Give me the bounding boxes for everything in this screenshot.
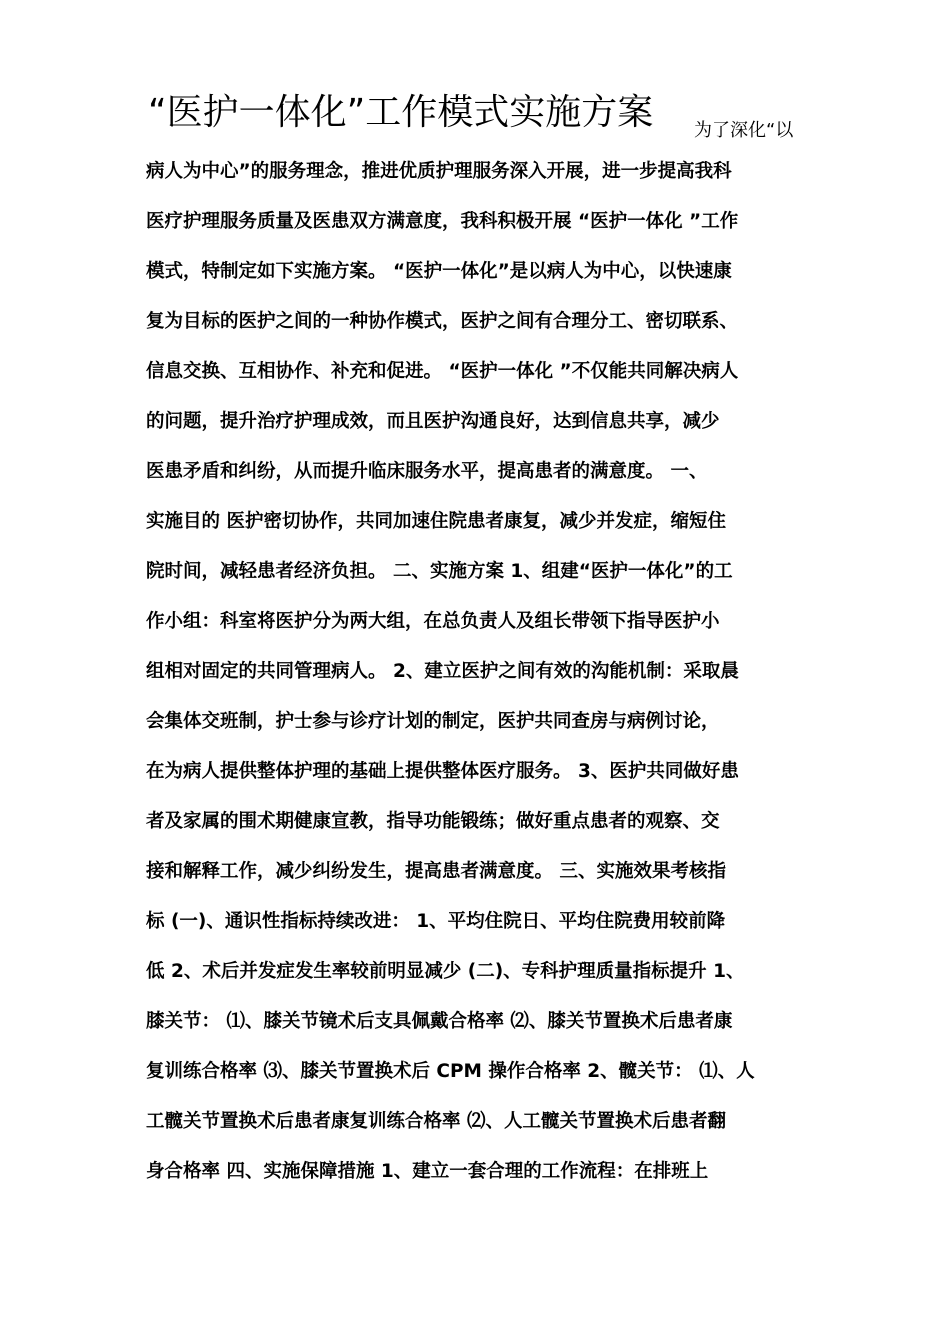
document-title: “医护一体化”工作模式实施方案 — [148, 92, 654, 133]
body-line: 标 (一)、通识性指标持续改进： 1、平均住院日、平均住院费用较前降 — [146, 911, 726, 932]
body-line: 的问题，提升治疗护理成效，而且医护沟通良好，达到信息共享，减少 — [146, 411, 720, 432]
body-line: 低 2、术后并发症发生率较前明显减少 (二)、专科护理质量指标提升 1、 — [146, 961, 745, 982]
body-line: 医患矛盾和纠纷，从而提升临床服务水平，提高患者的满意度。 一、 — [146, 461, 708, 482]
body-line: 会集体交班制，护士参与诊疗计划的制定，医护共同查房与病例讨论， — [146, 711, 720, 732]
body-line: 实施目的 医护密切协作，共同加速住院患者康复，减少并发症，缩短住 — [146, 511, 726, 532]
body-line: 膝关节： ⑴、膝关节镜术后支具佩戴合格率 ⑵、膝关节置换术后患者康 — [146, 1011, 733, 1032]
body-line: 复训练合格率 ⑶、膝关节置换术后 CPM 操作合格率 2、髋关节： ⑴、人 — [146, 1061, 755, 1082]
body-line: 在为病人提供整体护理的基础上提供整体医疗服务。 3、医护共同做好患 — [146, 761, 739, 782]
body-line: 信息交换、互相协作、补充和促进。 “医护一体化 ”不仅能共同解决病人 — [146, 361, 739, 382]
title-tail-text: 为了深化“以 — [694, 120, 794, 141]
body-line: 组相对固定的共同管理病人。 2、建立医护之间有效的沟能机制：采取晨 — [146, 661, 739, 682]
body-line: 病人为中心”的服务理念，推进优质护理服务深入开展，进一步提高我科 — [146, 161, 732, 182]
body-line: 复为目标的医护之间的一种协作模式，医护之间有合理分工、密切联系、 — [146, 311, 739, 332]
body-line: 者及家属的围术期健康宣教，指导功能锻练；做好重点患者的观察、交 — [146, 811, 720, 832]
body-line: 作小组：科室将医护分为两大组，在总负责人及组长带领下指导医护小 — [146, 611, 720, 632]
body-line: 模式，特制定如下实施方案。 “医护一体化”是以病人为中心，以快速康 — [146, 261, 732, 282]
body-line: 接和解释工作，减少纠纷发生，提高患者满意度。 三、实施效果考核指 — [146, 861, 726, 882]
body-line: 医疗护理服务质量及医患双方满意度，我科积极开展 “医护一体化 ”工作 — [146, 211, 739, 232]
body-line: 身合格率 四、实施保障措施 1、建立一套合理的工作流程：在排班上 — [146, 1161, 709, 1182]
body-line: 院时间，减轻患者经济负担。 二、实施方案 1、组建“医护一体化”的工 — [146, 561, 733, 582]
body-line: 工髋关节置换术后患者康复训练合格率 ⑵、人工髋关节置换术后患者翻 — [146, 1111, 726, 1132]
